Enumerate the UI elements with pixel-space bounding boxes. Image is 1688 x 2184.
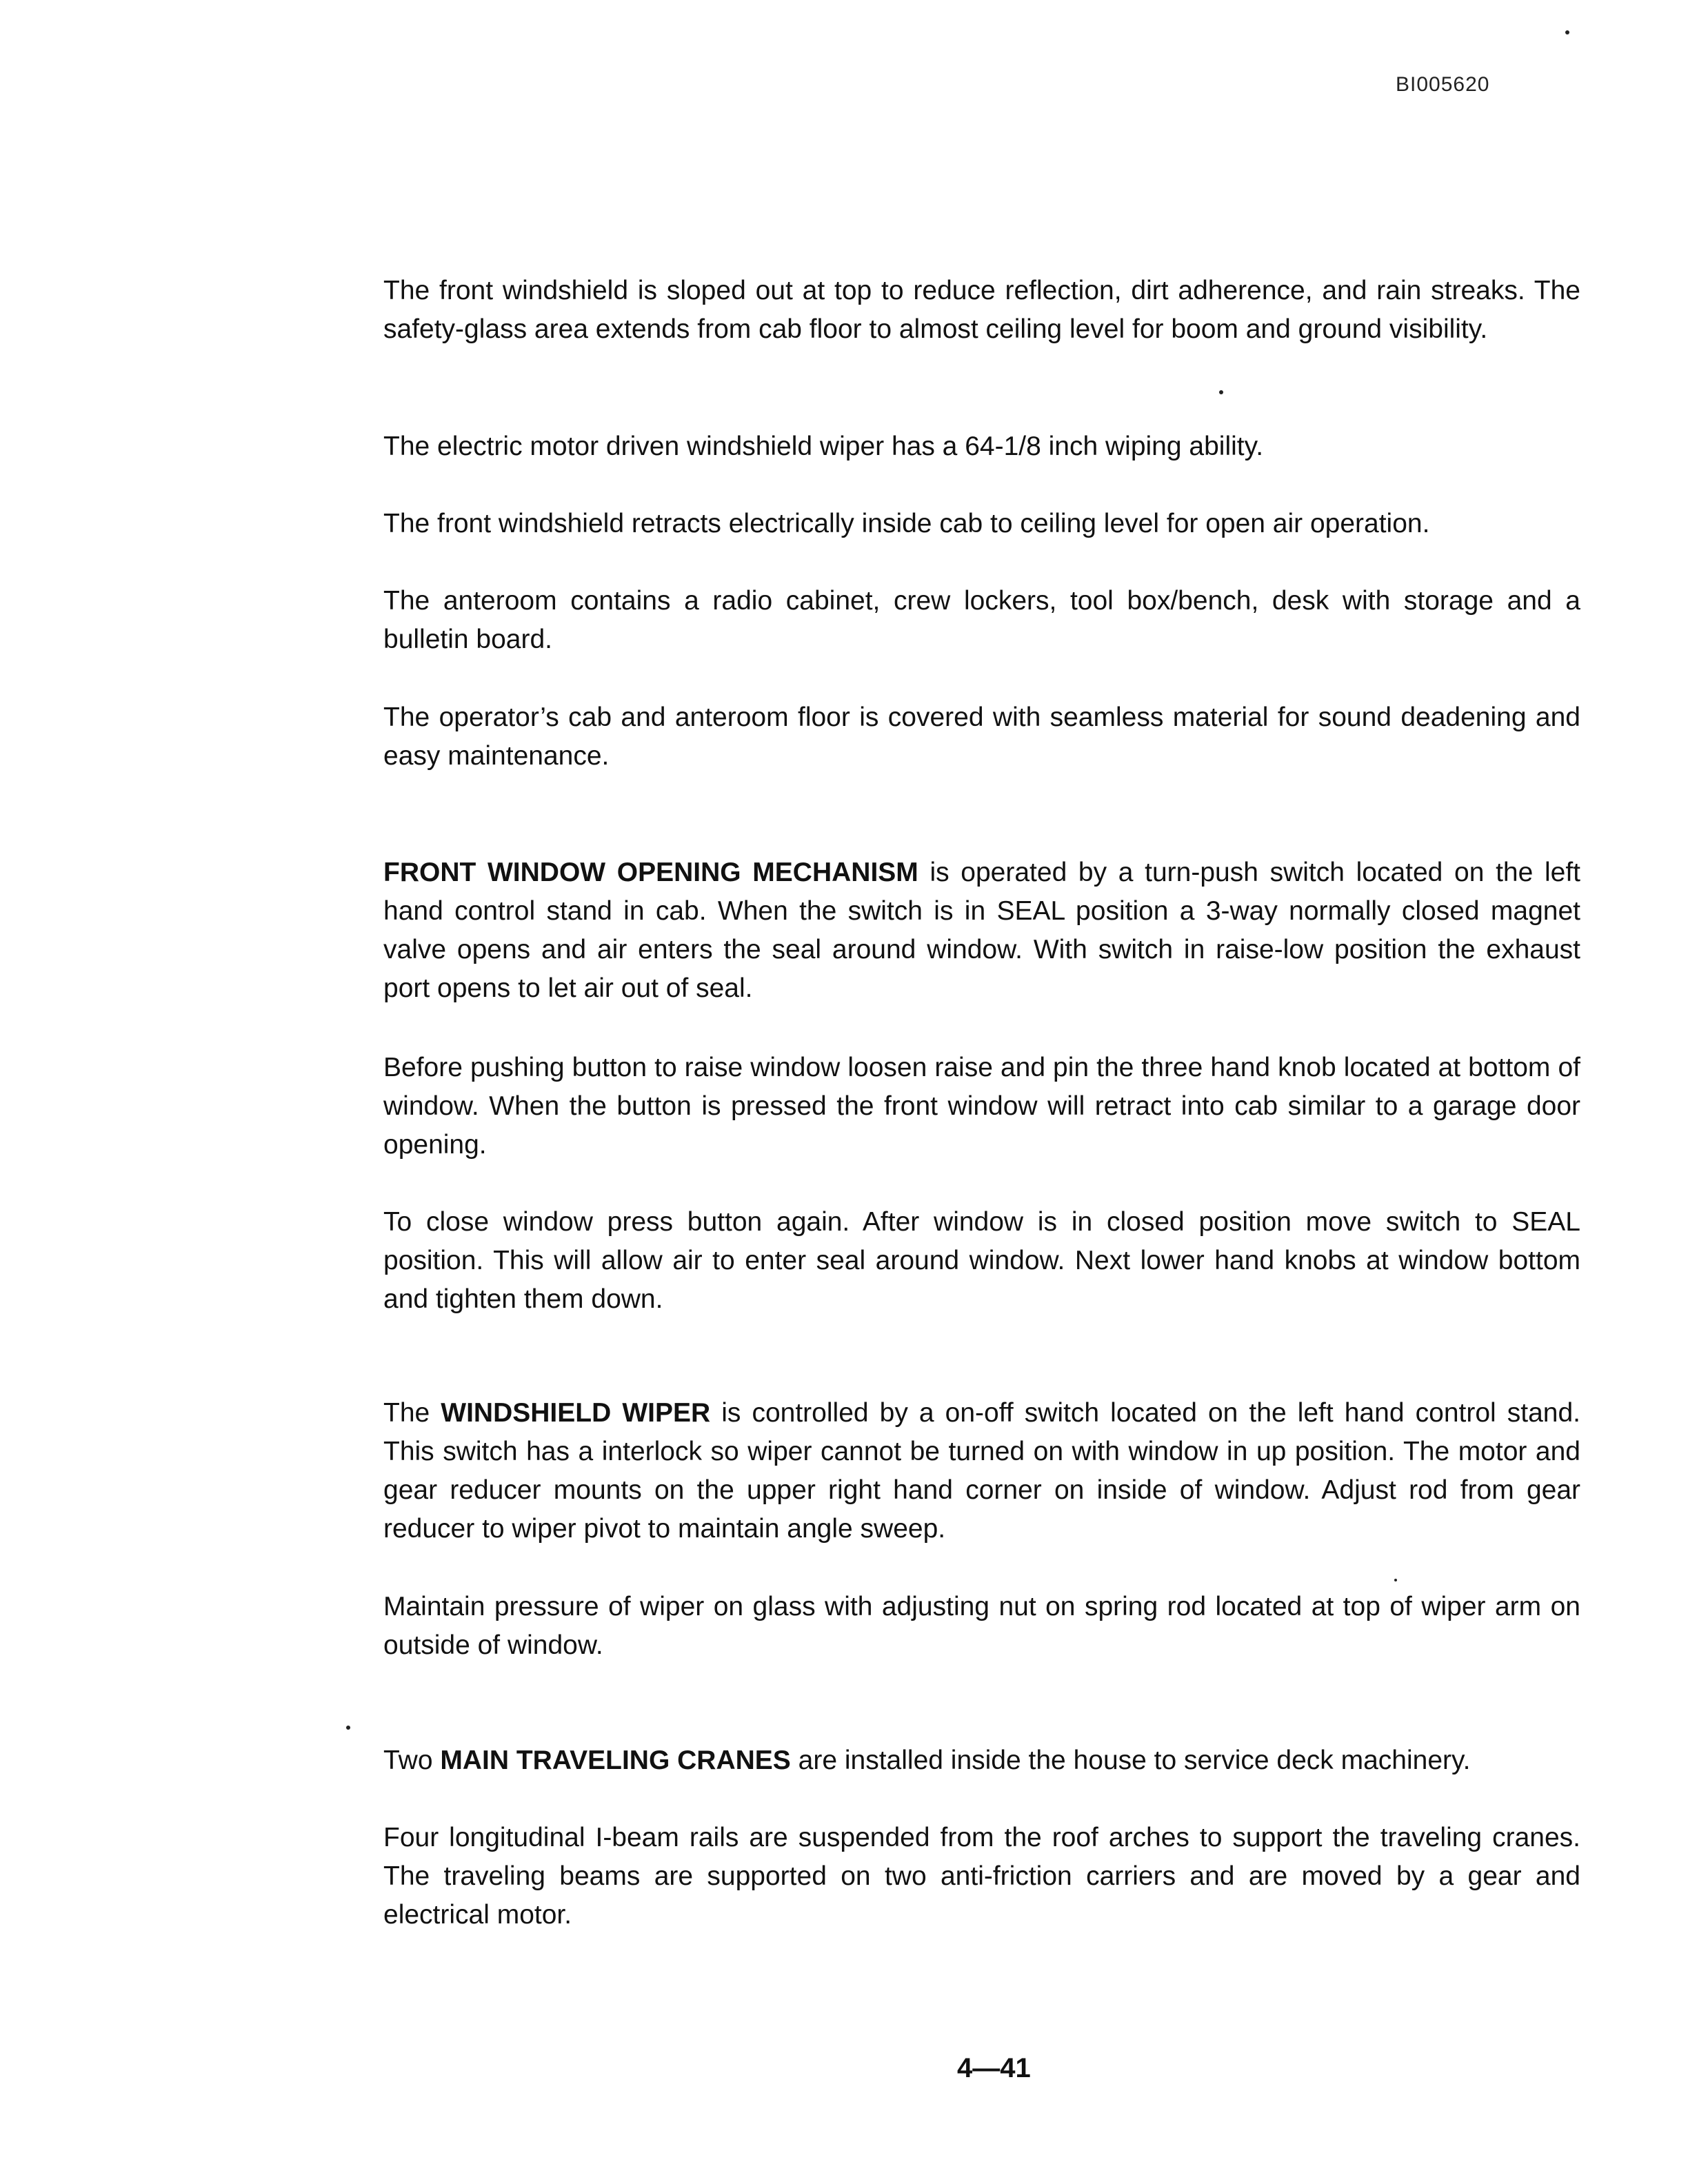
section-heading-windshield-wiper: WINDSHIELD WIPER — [441, 1398, 711, 1428]
paragraph-front-window-mechanism — [383, 853, 1580, 1008]
scan-speck — [1219, 390, 1223, 394]
document-id: BI005620 — [1396, 73, 1490, 96]
paragraph-main-traveling-cranes — [383, 1741, 1580, 1780]
paragraph-windshield-retracts: The front windshield retracts electrically inside cab to ceiling level for open air operation. — [383, 509, 1430, 538]
paragraph-wiper-pressure: Maintain pressure of wiper on glass with adjusting nut on spring rod located at top of wiper arm on outside of window. — [383, 1592, 1580, 1660]
paragraph-anteroom: The anteroom contains a radio cabinet, crew lockers, tool box/bench, desk with storage and a bulletin board. — [383, 586, 1580, 654]
paragraph-raise-window: Before pushing button to raise window loosen raise and pin the three hand knob located at bottom of window. When the button is pressed the front window will retract into cab similar to a garage door opening. — [383, 1053, 1580, 1160]
paragraph-wiper-ability: The electric motor driven windshield wiper has a 64-1/8 inch wiping ability. — [383, 432, 1264, 461]
paragraph-windshield-slope: The front windshield is sloped out at top to reduce reflection, dirt adherence, and rain streaks. The safety-glass area extends from cab floor to almost ceiling level for boom and ground visibility. — [383, 276, 1580, 344]
paragraph-i-beam-rails: Four longitudinal I-beam rails are suspended from the roof arches to support the traveling cranes. The traveling beams are supported on two anti-friction carriers and are moved by a gear and electrical motor. — [383, 1823, 1580, 1930]
scan-speck — [346, 1726, 350, 1730]
paragraph-lead: Two — [383, 1746, 441, 1775]
section-heading-front-window-opening-mechanism: FRONT WINDOW OPENING MECHANISM — [383, 858, 918, 887]
paragraph-windshield-wiper — [383, 1394, 1580, 1548]
page-number: 4—41 — [957, 2053, 1031, 2083]
scan-speck — [1394, 1579, 1397, 1581]
paragraph-close-window: To close window press button again. After window is in closed position move switch to SEAL position. This will allow air to enter seal around window. Next lower hand knobs at window bottom and tighten them down. — [383, 1207, 1580, 1314]
paragraph-body: is controlled by a on-off switch located on the left hand control stand. This switch has a interlock so wiper cannot be turned on with window in up position. The motor and gear reducer mounts on the upper right hand corner on inside of window. Adjust rod from gear reducer to wiper pivot to maintain angle sweep. — [383, 1398, 1580, 1544]
paragraph-floor-covering: The operator’s cab and anteroom floor is covered with seamless material for sound deadening and easy maintenance. — [383, 702, 1580, 771]
scan-speck — [1565, 30, 1569, 34]
paragraph-body: are installed inside the house to service deck machinery. — [790, 1746, 1471, 1775]
paragraph-body: is operated by a turn-push switch located on the left hand control stand in cab. When the switch is in SEAL position a 3-way normally closed magnet valve opens and air enters the seal around window. With switch in raise-low position the exhaust port opens to let air out of seal. — [383, 858, 1580, 1003]
paragraph-lead: The — [383, 1398, 441, 1428]
section-heading-main-traveling-cranes: MAIN TRAVELING CRANES — [440, 1746, 791, 1775]
